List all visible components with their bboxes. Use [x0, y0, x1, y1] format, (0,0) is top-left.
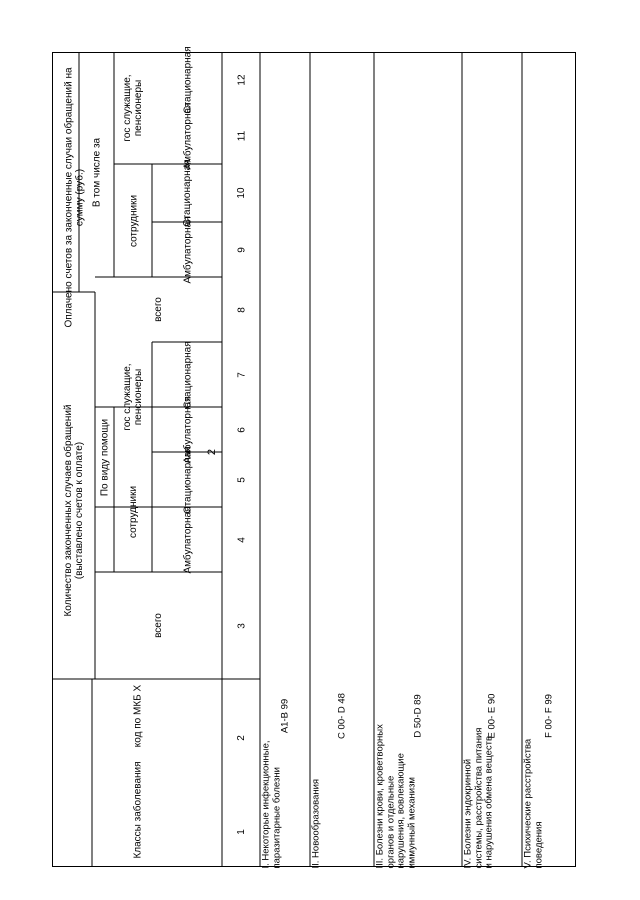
including-header: В том числе за [91, 137, 102, 207]
paid-civil-outpatient-header: Амбулаторная [181, 102, 193, 169]
column-number: 9 [235, 246, 247, 253]
icd-cell: C 00- D 48 [335, 692, 347, 739]
disease-class-cell: IV. Болезни эндокринной системы, расстройства питания и нарушения обмена веществ [462, 727, 494, 868]
quantity-civil-outpatient-header: Амбулаторная [181, 396, 193, 463]
paid-employees-header: сотрудники [127, 194, 139, 247]
quantity-employees-outpatient-header: Амбулаторная [181, 506, 193, 573]
quantity-civil-inpatient-header: Стационарная [181, 340, 193, 409]
paid-total-header: всего [153, 297, 164, 322]
column-number: 1 [235, 829, 247, 835]
paid-civil-servants-header: гос служащие, пенсионеры [122, 74, 144, 142]
column-number: 5 [235, 476, 247, 483]
paid-employees-inpatient-header: Стационарная [181, 159, 193, 227]
quantity-group-header: Количество законченных случаев обращений (выставлено счетов к оплате) [62, 404, 85, 617]
column-number: 11 [235, 130, 247, 141]
by-care-type-header: По виду помощи [99, 418, 110, 496]
disease-statistics-table [52, 45, 576, 868]
column-number: 10 [235, 187, 247, 199]
disease-classes-header: Классы заболевания [131, 760, 143, 859]
disease-class-cell: II. Новообразования [310, 778, 321, 868]
column-number: 3 [235, 622, 247, 629]
disease-class-cell: I. Некоторые инфекционные, паразитарные болезни [260, 739, 282, 868]
icd-cell: D 50-D 89 [411, 693, 423, 738]
paid-civil-inpatient-header: Стационарная [181, 45, 193, 114]
icd-cell: F 00- F 99 [542, 693, 554, 738]
column-number: 12 [235, 73, 247, 86]
column-number: 4 [235, 536, 247, 543]
icd-code-header: код по МКБ Х [131, 684, 143, 747]
page-number: 2 [206, 448, 218, 456]
quantity-total-header: всего [153, 613, 164, 638]
column-number: 8 [235, 306, 247, 313]
disease-class-cell: III. Болезни крови, кроветворных органов и отдельные нарушения, вовлекающие иммунный механизм [374, 723, 417, 868]
column-number: 2 [235, 735, 247, 741]
paid-employees-outpatient-header: Амбулаторная [181, 216, 193, 283]
quantity-civil-servants-header: гос служащие, пенсионеры [122, 363, 144, 431]
quantity-employees-header: сотрудники [127, 485, 139, 539]
column-number: 7 [235, 371, 247, 378]
icd-cell: E 00- E 90 [485, 693, 497, 738]
paid-group-header: Оплачено счетов за законченные случаи обращений на сумму (руб.) [62, 66, 85, 328]
disease-class-cell: V. Психические расстройства поведения [522, 738, 544, 868]
icd-cell: A1-B 99 [278, 698, 290, 733]
column-number: 6 [235, 426, 247, 433]
quantity-employees-inpatient-header: Стационарная [181, 445, 193, 514]
